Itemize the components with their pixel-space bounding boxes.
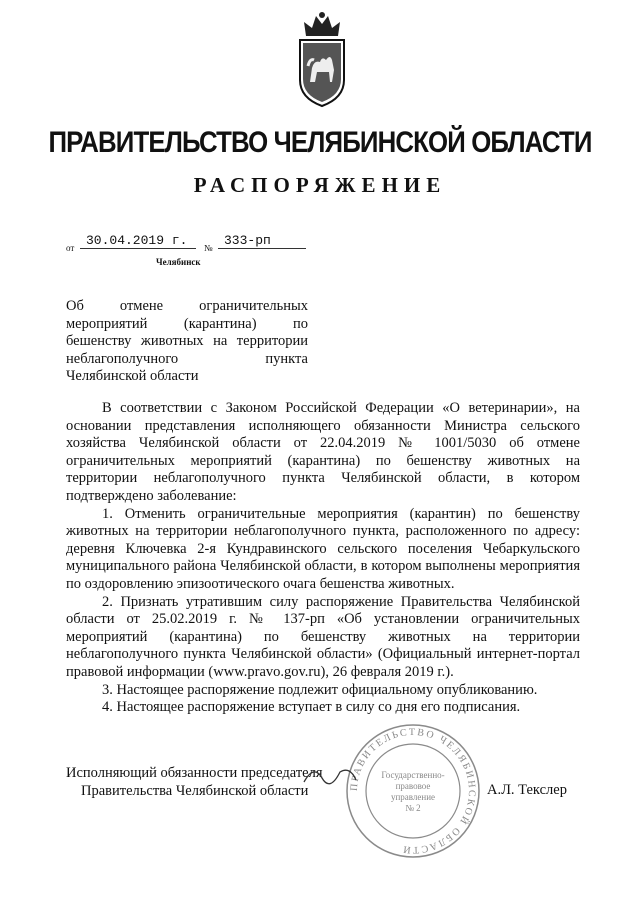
city-label: Челябинск [156, 257, 201, 267]
handwritten-signature [300, 760, 360, 790]
body-paragraph: 3. Настоящее распоряжение подлежит официальному опубликованию. [102, 681, 538, 698]
signatory-position [66, 764, 323, 800]
signatory-name: А.Л. Текслер [487, 782, 567, 798]
date-prefix: от [66, 243, 75, 253]
organization-title: ПРАВИТЕЛЬСТВО ЧЕЛЯБИНСКОЙ ОБЛАСТИ [48, 126, 592, 159]
document-body [66, 400, 580, 717]
stamp-inner-text: № 2 [405, 803, 421, 813]
signatory-position-line: Исполняющий обязанности председателя [66, 765, 323, 781]
body-paragraph: 2. Признать утратившим силу распоряжение Правительства Челябинской области от 25.02.2019 г. № 137-рп «Об установлении ограничительных мероприятий (карантина) по бешенству животных на территории неблагополучного пункта Челябинской области» (Официальный интернет-портал правовой информации (www.pravo.gov.ru), 26 февраля 2019 г.). [66, 593, 580, 680]
document-date: 30.04.2019 г. [80, 233, 196, 249]
body-paragraph: 1. Отменить ограничительные мероприятия (карантин) по бешенству животных на территории неблагополучного пункта, расположенного по адресу: деревня Ключевка 2-я Кундравинского сельского поселения Чебаркульского муниципального района Челябинской области, в котором выполнены мероприятия по оздоровлению эпизоотического очага бешенства животных. [66, 505, 580, 592]
document-number: 333-рп [218, 233, 306, 249]
document-type: РАСПОРЯЖЕНИЕ [193, 173, 447, 197]
body-paragraph: В соответствии с Законом Российской Федерации «О ветеринарии», на основании представления исполняющего обязанности Министра сельского хозяйства Челябинской области от 22.04.2019 № 1001/5030 об отмене ограничительных мероприятий (карантина) по бешенству животных на территории неблагополучного пункта Челябинской области, в котором подтверждено заболевание: [66, 400, 580, 504]
official-stamp [344, 722, 482, 860]
stamp-outer-text: ПРАВИТЕЛЬСТВО ЧЕЛЯБИНСКОЙ ОБЛАСТИ [348, 726, 478, 856]
number-prefix: № [204, 243, 213, 253]
coat-of-arms-emblem [292, 10, 352, 110]
stamp-inner-text: управление [390, 792, 436, 802]
stamp-inner-text: правовое [395, 781, 431, 791]
signatory-position-line: Правительства Челябинской области [81, 783, 309, 799]
body-paragraph: 4. Настоящее распоряжение вступает в силу со дня его подписания. [102, 699, 521, 716]
document-subject: Об отмене ограничительных мероприятий (карантина) по бешенству животных на территории неблагополучного пункта Челябинской области [66, 298, 308, 384]
stamp-inner-text: Государственно- [381, 770, 445, 780]
